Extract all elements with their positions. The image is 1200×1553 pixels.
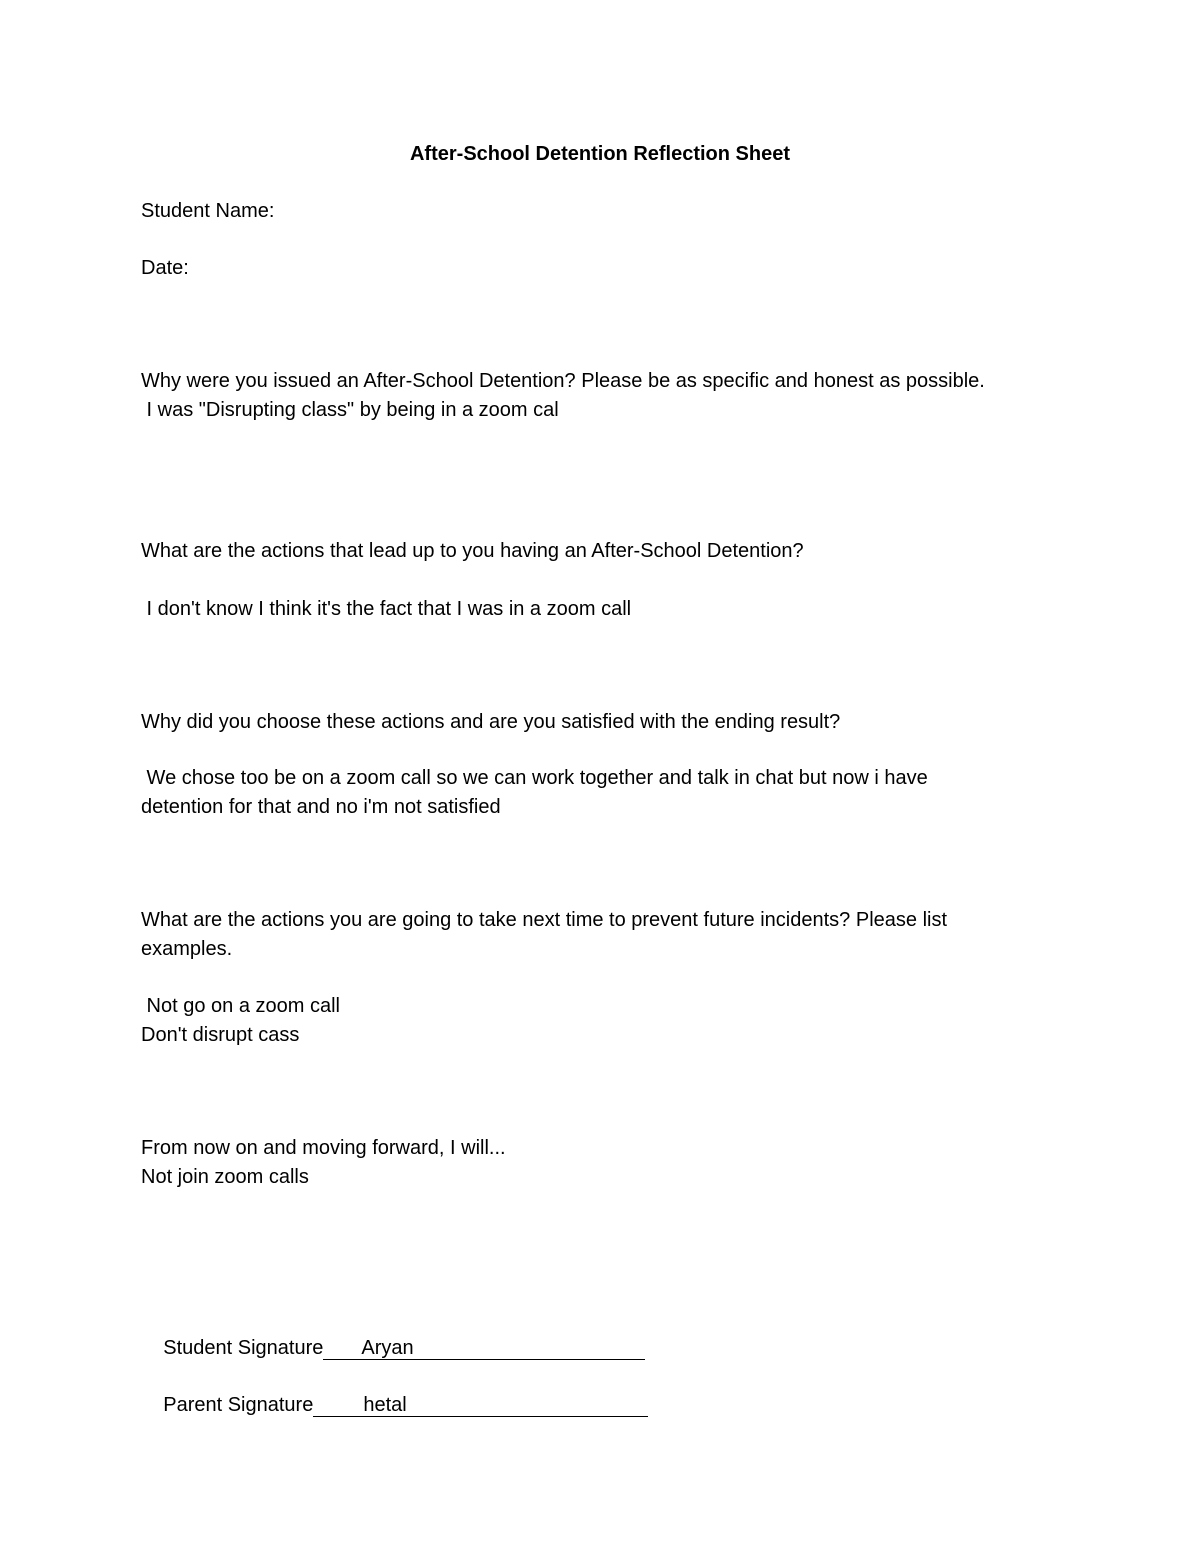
question-3-answer-line-2: detention for that and no i'm not satisfied	[141, 796, 501, 818]
student-signature-line	[323, 1337, 645, 1360]
parent-signature-label: Parent Signature	[163, 1394, 314, 1416]
question-4-answer-line-2: Don't disrupt cass	[141, 1024, 300, 1046]
parent-signature-row	[141, 1362, 648, 1449]
question-2-answer: I don't know I think it's the fact that I was in a zoom call	[141, 598, 632, 620]
question-4-answer-line-1: Not go on a zoom call	[141, 995, 340, 1017]
student-signature-label: Student Signature	[163, 1337, 324, 1359]
question-5-answer: Not join zoom calls	[141, 1166, 309, 1188]
question-5-prompt: From now on and moving forward, I will...	[141, 1137, 506, 1159]
question-2-prompt: What are the actions that lead up to you having an After-School Detention?	[141, 540, 804, 562]
page-title: After-School Detention Reflection Sheet	[409, 143, 791, 165]
question-1-prompt: Why were you issued an After-School Detention? Please be as specific and honest as possible.	[141, 370, 985, 392]
question-4-prompt-line-1: What are the actions you are going to take next time to prevent future incidents? Please list	[141, 909, 948, 931]
parent-signature-value: hetal	[363, 1394, 407, 1416]
student-signature-value: Aryan	[361, 1337, 414, 1359]
question-3-prompt: Why did you choose these actions and are you satisfied with the ending result?	[141, 711, 841, 733]
question-4-prompt-line-2: examples.	[141, 938, 233, 960]
question-1-answer: I was "Disrupting class" by being in a zoom cal	[141, 399, 559, 421]
date-label: Date:	[141, 257, 189, 279]
student-name-label: Student Name:	[141, 200, 275, 222]
parent-signature-line	[313, 1394, 648, 1417]
question-3-answer-line-1: We chose too be on a zoom call so we can work together and talk in chat but now i have	[141, 767, 928, 789]
